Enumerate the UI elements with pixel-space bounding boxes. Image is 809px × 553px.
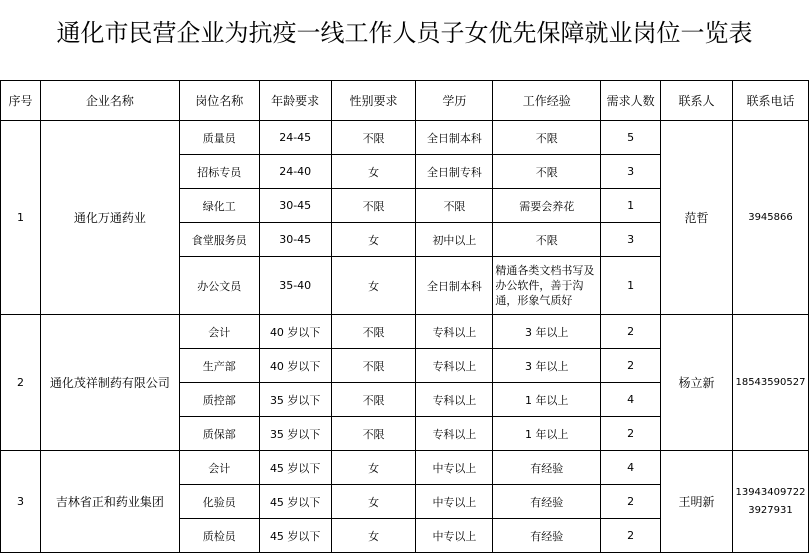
education-cell: 中专以上	[416, 519, 493, 553]
header-experience: 工作经验	[493, 81, 601, 121]
phone-number: 18543590527	[735, 376, 806, 388]
position-cell: 质控部	[179, 383, 259, 417]
phone-number: 13943409722	[735, 486, 806, 498]
position-cell: 质量员	[179, 121, 259, 155]
header-row	[1, 81, 809, 121]
gender-cell: 不限	[331, 189, 416, 223]
experience-cell: 不限	[493, 121, 601, 155]
company-name: 吉林省正和药业集团	[40, 451, 179, 553]
header-index: 序号	[1, 81, 41, 121]
age-cell: 45 岁以下	[259, 519, 331, 553]
education-cell: 全日制专科	[416, 155, 493, 189]
gender-cell: 女	[331, 519, 416, 553]
education-cell: 中专以上	[416, 485, 493, 519]
position-cell: 会计	[179, 315, 259, 349]
headcount-cell: 1	[601, 257, 661, 315]
position-cell: 绿化工	[179, 189, 259, 223]
experience-cell: 1 年以上	[493, 383, 601, 417]
education-cell: 专科以上	[416, 349, 493, 383]
header-age: 年龄要求	[259, 81, 331, 121]
gender-cell: 不限	[331, 121, 416, 155]
age-cell: 24-40	[259, 155, 331, 189]
gender-cell: 女	[331, 223, 416, 257]
company-name: 通化万通药业	[40, 121, 179, 315]
headcount-cell: 2	[601, 519, 661, 553]
jobs-table	[0, 80, 809, 553]
headcount-cell: 2	[601, 315, 661, 349]
headcount-cell: 2	[601, 349, 661, 383]
gender-cell: 女	[331, 485, 416, 519]
age-cell: 45 岁以下	[259, 451, 331, 485]
position-cell: 会计	[179, 451, 259, 485]
education-cell: 初中以上	[416, 223, 493, 257]
contact-person: 杨立新	[661, 315, 733, 451]
phone-number: 3927931	[748, 504, 793, 516]
age-cell: 40 岁以下	[259, 349, 331, 383]
headcount-cell: 1	[601, 189, 661, 223]
table-row	[1, 315, 809, 349]
position-cell: 生产部	[179, 349, 259, 383]
age-cell: 45 岁以下	[259, 485, 331, 519]
contact-person: 范哲	[661, 121, 733, 315]
header-gender: 性别要求	[331, 81, 416, 121]
experience-cell: 需要会养花	[493, 189, 601, 223]
experience-cell: 不限	[493, 223, 601, 257]
education-cell: 不限	[416, 189, 493, 223]
experience-cell: 3 年以上	[493, 315, 601, 349]
company-name: 通化茂祥制药有限公司	[40, 315, 179, 451]
experience-cell: 有经验	[493, 519, 601, 553]
education-cell: 全日制本科	[416, 257, 493, 315]
position-cell: 招标专员	[179, 155, 259, 189]
phone-number: 3945866	[748, 211, 793, 223]
position-cell: 化验员	[179, 485, 259, 519]
header-education: 学历	[416, 81, 493, 121]
education-cell: 专科以上	[416, 383, 493, 417]
experience-cell: 精通各类文档书写及办公软件，善于沟通，形象气质好	[493, 257, 601, 315]
contact-phone	[732, 451, 808, 553]
age-cell: 35 岁以下	[259, 383, 331, 417]
contact-phone	[732, 315, 808, 451]
position-cell: 质保部	[179, 417, 259, 451]
gender-cell: 女	[331, 451, 416, 485]
header-position: 岗位名称	[179, 81, 259, 121]
gender-cell: 女	[331, 155, 416, 189]
contact-person: 王明新	[661, 451, 733, 553]
headcount-cell: 3	[601, 223, 661, 257]
gender-cell: 不限	[331, 383, 416, 417]
experience-cell: 有经验	[493, 485, 601, 519]
headcount-cell: 2	[601, 417, 661, 451]
age-cell: 35-40	[259, 257, 331, 315]
experience-cell: 1 年以上	[493, 417, 601, 451]
age-cell: 35 岁以下	[259, 417, 331, 451]
gender-cell: 不限	[331, 417, 416, 451]
headcount-cell: 4	[601, 383, 661, 417]
position-cell: 食堂服务员	[179, 223, 259, 257]
table-row	[1, 451, 809, 485]
header-company: 企业名称	[40, 81, 179, 121]
education-cell: 专科以上	[416, 417, 493, 451]
row-index: 1	[1, 121, 41, 315]
experience-cell: 不限	[493, 155, 601, 189]
education-cell: 专科以上	[416, 315, 493, 349]
row-index: 2	[1, 315, 41, 451]
headcount-cell: 3	[601, 155, 661, 189]
age-cell: 30-45	[259, 223, 331, 257]
education-cell: 中专以上	[416, 451, 493, 485]
contact-phone	[732, 121, 808, 315]
headcount-cell: 2	[601, 485, 661, 519]
gender-cell: 不限	[331, 315, 416, 349]
headcount-cell: 4	[601, 451, 661, 485]
header-phone: 联系电话	[732, 81, 808, 121]
page-title: 通化市民营企业为抗疫一线工作人员子女优先保障就业岗位一览表	[56, 19, 753, 47]
gender-cell: 女	[331, 257, 416, 315]
headcount-cell: 5	[601, 121, 661, 155]
experience-cell: 3 年以上	[493, 349, 601, 383]
experience-cell: 有经验	[493, 451, 601, 485]
education-cell: 全日制本科	[416, 121, 493, 155]
gender-cell: 不限	[331, 349, 416, 383]
age-cell: 40 岁以下	[259, 315, 331, 349]
age-cell: 24-45	[259, 121, 331, 155]
header-headcount: 需求人数	[601, 81, 661, 121]
position-cell: 办公文员	[179, 257, 259, 315]
header-contact: 联系人	[661, 81, 733, 121]
position-cell: 质检员	[179, 519, 259, 553]
age-cell: 30-45	[259, 189, 331, 223]
row-index: 3	[1, 451, 41, 553]
table-row	[1, 121, 809, 155]
